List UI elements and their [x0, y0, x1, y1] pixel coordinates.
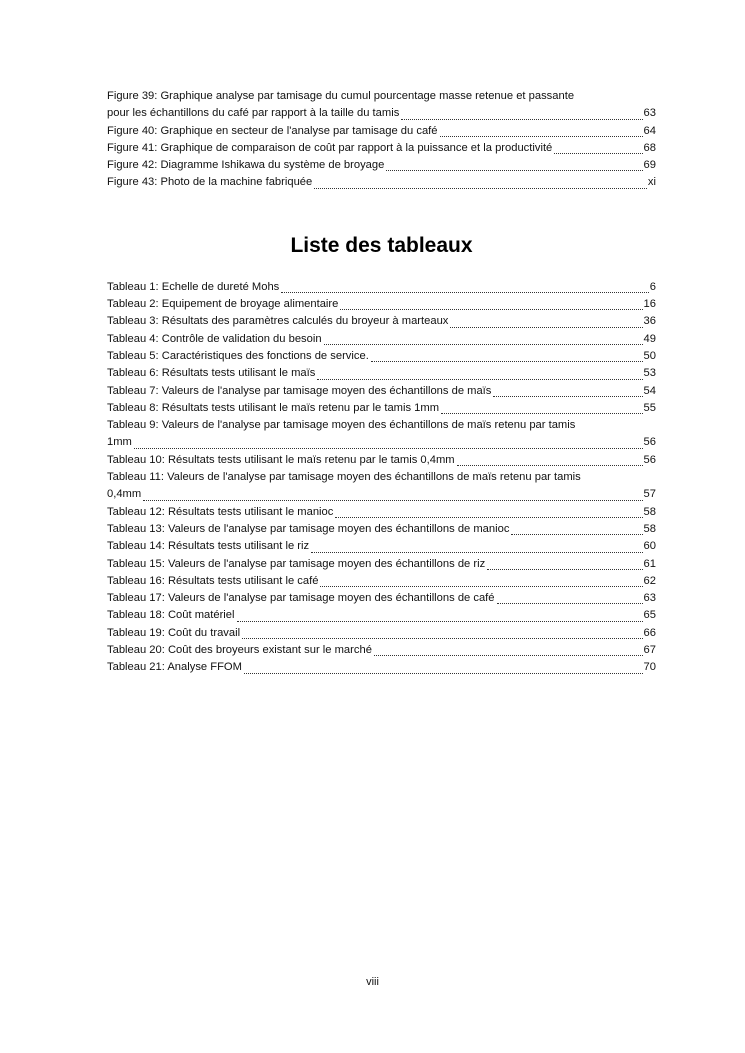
entry-title: Tableau 19: Coût du travail: [107, 626, 241, 639]
entry-title: Tableau 4: Contrôle de validation du besoin: [107, 332, 322, 345]
table-entry[interactable]: [107, 659, 656, 676]
dot-leader: [340, 308, 642, 310]
entry-title-line: Tableau 11: Valeurs de l'analyse par tamisage moyen des échantillons de maïs retenu par tamis: [107, 471, 581, 484]
dot-leader: [493, 395, 642, 397]
entry-page-number: 54: [643, 384, 656, 397]
dot-leader: [371, 360, 643, 362]
table-list: [107, 279, 656, 677]
dot-leader: [281, 291, 648, 293]
entry-page-number: 70: [643, 661, 656, 674]
dot-leader: [441, 412, 643, 414]
entry-page-number: 16: [643, 298, 656, 311]
table-entry[interactable]: [107, 642, 656, 659]
entry-page-number: xi: [647, 176, 656, 189]
dot-leader: [317, 378, 642, 380]
tables-heading: Liste des tableaux: [290, 233, 473, 257]
table-entry[interactable]: [107, 573, 656, 590]
figure-entry[interactable]: [107, 88, 656, 123]
table-entry[interactable]: [107, 452, 656, 469]
entry-page-number: 55: [643, 401, 656, 414]
entry-page-number: 56: [643, 453, 656, 466]
entry-title-line: Figure 39: Graphique analyse par tamisage du cumul pourcentage masse retenue et passante: [107, 90, 575, 102]
dot-leader: [320, 585, 642, 587]
page-number: viii: [366, 976, 379, 988]
entry-title: Tableau 6: Résultats tests utilisant le maïs: [107, 367, 316, 380]
dot-leader: [244, 672, 643, 674]
table-entry[interactable]: [107, 417, 656, 452]
dot-leader: [450, 326, 642, 328]
table-entry[interactable]: [107, 538, 656, 555]
entry-title: Tableau 18: Coût matériel: [107, 609, 235, 622]
table-entry[interactable]: [107, 331, 656, 348]
document-page: [107, 88, 656, 677]
table-entry[interactable]: [107, 348, 656, 365]
table-entry[interactable]: [107, 365, 656, 382]
entry-title: Tableau 20: Coût des broyeurs existant sur le marché: [107, 644, 372, 657]
dot-leader: [374, 654, 643, 656]
figure-entry[interactable]: [107, 140, 656, 157]
entry-page-number: 58: [643, 522, 656, 535]
entry-page-number: 64: [643, 124, 656, 137]
dot-leader: [511, 533, 642, 535]
entry-page-number: 53: [643, 367, 656, 380]
table-entry[interactable]: [107, 279, 656, 296]
entry-page-number: 63: [643, 592, 656, 605]
dot-leader: [487, 568, 642, 570]
table-entry[interactable]: [107, 296, 656, 313]
entry-page-number: 50: [643, 349, 656, 362]
entry-title: Tableau 21: Analyse FFOM: [107, 661, 242, 674]
table-entry[interactable]: [107, 504, 656, 521]
entry-page-number: 56: [643, 436, 656, 449]
dot-leader: [554, 152, 642, 154]
entry-title: Tableau 5: Caractéristiques des fonctions de service.: [107, 349, 369, 362]
entry-page-number: 57: [643, 488, 656, 501]
dot-leader: [311, 551, 642, 553]
figure-list: [107, 88, 656, 192]
entry-page-number: 69: [643, 159, 656, 172]
dot-leader: [314, 187, 647, 189]
dot-leader: [497, 602, 643, 604]
dot-leader: [386, 169, 642, 171]
entry-page-number: 58: [643, 505, 656, 518]
dot-leader: [242, 637, 642, 639]
dot-leader: [457, 464, 643, 466]
figure-entry[interactable]: [107, 157, 656, 174]
entry-title: Tableau 14: Résultats tests utilisant le riz: [107, 540, 310, 553]
dot-leader: [134, 447, 643, 449]
entry-page-number: 36: [643, 315, 656, 328]
entry-title: Tableau 10: Résultats tests utilisant le maïs retenu par le tamis 0,4mm: [107, 453, 455, 466]
entry-title: Tableau 3: Résultats des paramètres calculés du broyeur à marteaux: [107, 315, 449, 328]
entry-page-number: 6: [649, 280, 656, 293]
entry-title: Tableau 12: Résultats tests utilisant le manioc: [107, 505, 334, 518]
table-entry[interactable]: [107, 400, 656, 417]
figure-entry[interactable]: [107, 174, 656, 191]
table-entry[interactable]: [107, 313, 656, 330]
dot-leader: [237, 620, 643, 622]
entry-page-number: 61: [643, 557, 656, 570]
entry-page-number: 68: [643, 141, 656, 154]
entry-title: Tableau 8: Résultats tests utilisant le maïs retenu par le tamis 1mm: [107, 401, 440, 414]
entry-title: Tableau 15: Valeurs de l'analyse par tamisage moyen des échantillons de riz: [107, 557, 486, 570]
entry-title: Tableau 7: Valeurs de l'analyse par tamisage moyen des échantillons de maïs: [107, 384, 492, 397]
table-entry[interactable]: [107, 556, 656, 573]
entry-title: Tableau 17: Valeurs de l'analyse par tamisage moyen des échantillons de café: [107, 592, 495, 605]
entry-title: 1mm: [107, 436, 132, 449]
entry-title: Tableau 16: Résultats tests utilisant le café: [107, 574, 319, 587]
entry-title: Tableau 2: Equipement de broyage alimentaire: [107, 298, 339, 311]
entry-page-number: 67: [643, 644, 656, 657]
table-entry[interactable]: [107, 383, 656, 400]
entry-page-number: 60: [643, 540, 656, 553]
dot-leader: [440, 135, 643, 137]
dot-leader: [143, 499, 642, 501]
table-entry[interactable]: [107, 607, 656, 624]
table-entry[interactable]: [107, 521, 656, 538]
dot-leader: [401, 118, 642, 120]
table-entry[interactable]: [107, 469, 656, 504]
entry-page-number: 63: [643, 107, 656, 120]
entry-title-line: Tableau 9: Valeurs de l'analyse par tamisage moyen des échantillons de maïs retenu par tamis: [107, 419, 576, 432]
entry-title: pour les échantillons du café par rapport à la taille du tamis: [107, 107, 400, 120]
entry-page-number: 62: [643, 574, 656, 587]
entry-title: Tableau 13: Valeurs de l'analyse par tamisage moyen des échantillons de manioc: [107, 522, 510, 535]
table-entry[interactable]: [107, 590, 656, 607]
table-entry[interactable]: [107, 625, 656, 642]
entry-page-number: 49: [643, 332, 656, 345]
dot-leader: [335, 516, 642, 518]
entry-title: Figure 40: Graphique en secteur de l'analyse par tamisage du café: [107, 124, 438, 137]
entry-title: Tableau 1: Echelle de dureté Mohs: [107, 280, 280, 293]
figure-entry[interactable]: [107, 123, 656, 140]
dot-leader: [324, 343, 643, 345]
entry-title: Figure 41: Graphique de comparaison de coût par rapport à la puissance et la productivité: [107, 141, 553, 154]
entry-title: Figure 42: Diagramme Ishikawa du système de broyage: [107, 159, 385, 172]
entry-title: 0,4mm: [107, 488, 142, 501]
entry-page-number: 66: [643, 626, 656, 639]
entry-page-number: 65: [643, 609, 656, 622]
entry-title: Figure 43: Photo de la machine fabriquée: [107, 176, 313, 189]
